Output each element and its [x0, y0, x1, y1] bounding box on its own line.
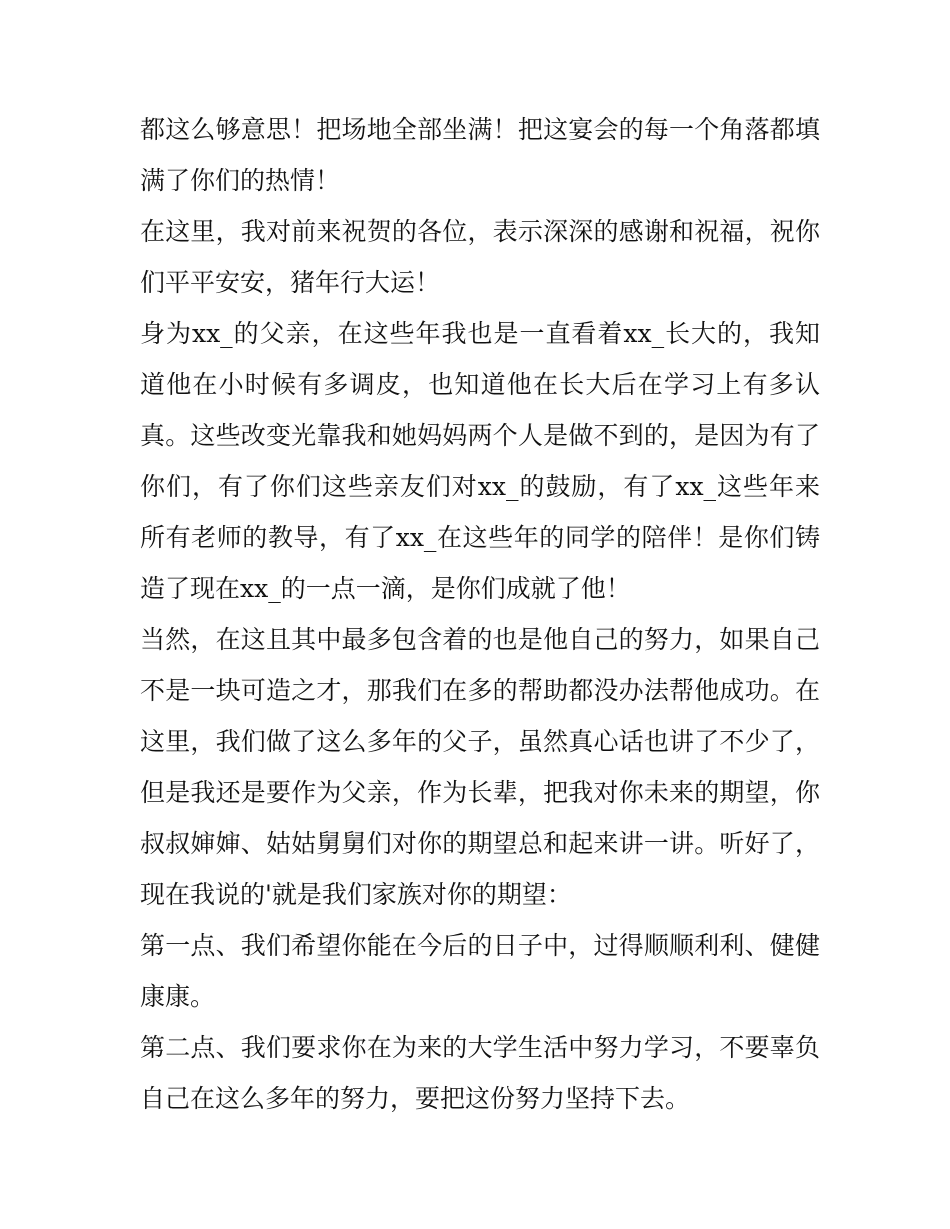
paragraph-point-one: 第一点、我们希望你能在今后的日子中，过得顺顺利利、健健康康。: [140, 931, 820, 1011]
paragraph-point-two: 第二点、我们要求你在为来的大学生活中努力学习，不要辜负自己在这么多年的努力，要把这份努力坚持下去。: [140, 1033, 820, 1113]
paragraph-family-expectation: 当然，在这且其中最多包含着的也是他自己的努力，如果自己不是一块可造之才，那我们在多的帮助都没办法帮他成功。在这里，我们做了这么多年的父子，虽然真心话也讲了不少了，但是我还是要作为父亲，作为长辈，把我对你未来的期望，你叔叔婶婶、姑姑舅舅们对你的期望总和起来讲一讲。听好了，现在我说的'就是我们家族对你的期望：: [140, 625, 820, 909]
paragraph-blessing: 在这里，我对前来祝贺的各位，表示深深的感谢和祝福，祝你们平平安安，猪年行大运！: [140, 217, 820, 297]
paragraph-father-gratitude: 身为xx_的父亲，在这些年我也是一直看着xx_长大的，我知道他在小时候有多调皮，也知道他在长大后在学习上有多认真。这些改变光靠我和她妈妈两个人是做不到的，是因为有了你们，有了你们这些亲友们对xx_的鼓励，有了xx_这些年来所有老师的教导，有了xx_在这些年的同学的陪伴！是你们铸造了现在xx_的一点一滴，是你们成就了他！: [140, 319, 820, 603]
document-page: [140, 104, 820, 1124]
paragraph-opening-thanks: 都这么够意思！把场地全部坐满！把这宴会的每一个角落都填满了你们的热情！: [140, 115, 820, 195]
